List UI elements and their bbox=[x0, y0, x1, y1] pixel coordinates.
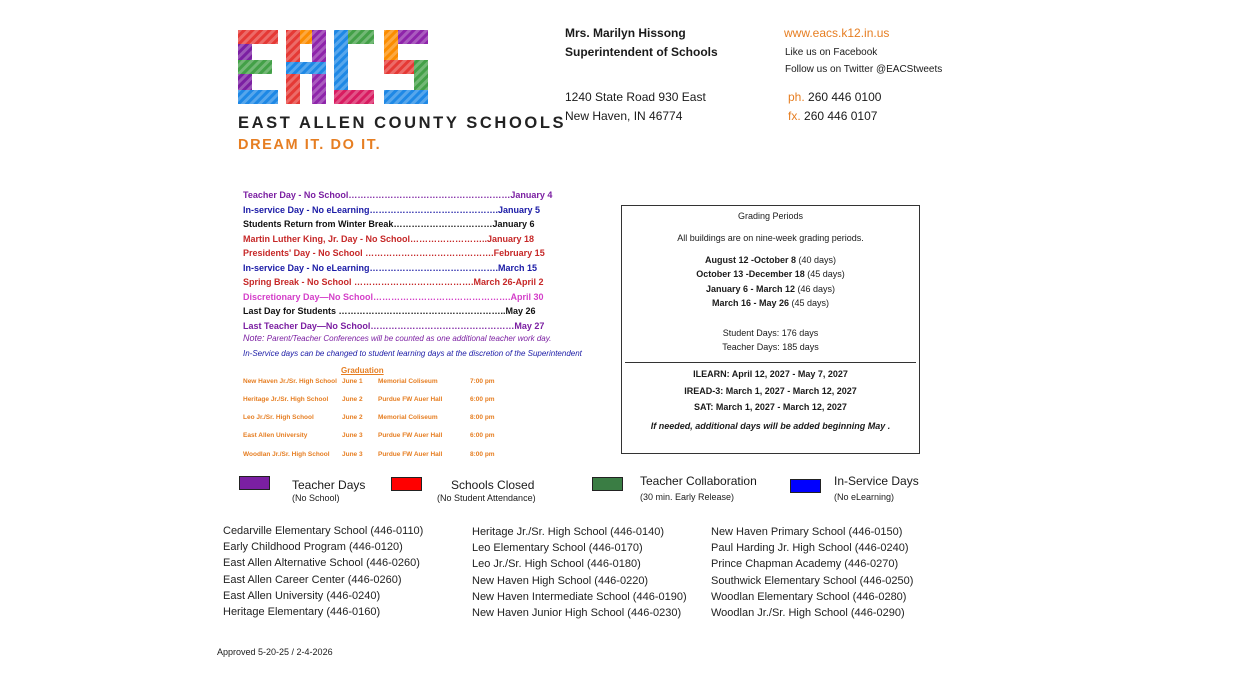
note-label: Note: bbox=[243, 333, 265, 343]
phone-number: 260 446 0100 bbox=[808, 90, 882, 104]
graduation-time: 8:00 pm bbox=[470, 414, 495, 421]
period-range: October 13 -December 18 bbox=[696, 269, 805, 279]
graduation-venue: Purdue FW Auer Hall bbox=[378, 396, 443, 403]
grading-subtitle: All buildings are on nine-week grading periods. bbox=[677, 233, 864, 243]
school-item: Prince Chapman Academy (446-0270) bbox=[711, 558, 899, 570]
school-item: New Haven Primary School (446-0150) bbox=[711, 526, 903, 538]
school-item: East Allen Alternative School (446-0260) bbox=[223, 557, 420, 569]
graduation-school: Heritage Jr./Sr. High School bbox=[243, 396, 329, 403]
school-item: Woodlan Elementary School (446-0280) bbox=[711, 591, 907, 603]
teacher-days: Teacher Days: 185 days bbox=[722, 342, 819, 352]
event-item: Students Return from Winter Break……………………………January 6 bbox=[243, 219, 535, 229]
school-item: Southwick Elementary School (446-0250) bbox=[711, 575, 914, 587]
twitter-link[interactable]: Follow us on Twitter @EACStweets bbox=[785, 64, 943, 75]
graduation-time: 6:00 pm bbox=[470, 432, 495, 439]
legend-title: Teacher Days bbox=[292, 478, 366, 492]
graduation-venue: Memorial Coliseum bbox=[378, 378, 438, 385]
event-item: Last Teacher Day—No School…………………………………………May 27 bbox=[243, 321, 545, 331]
legend-title: Teacher Collaboration bbox=[640, 474, 757, 488]
school-item: East Allen Career Center (446-0260) bbox=[223, 574, 402, 586]
note-text: Parent/Teacher Conferences will be counted as one additional teacher work day. bbox=[266, 334, 552, 343]
grading-title: Grading Periods bbox=[737, 211, 804, 221]
approved-date: Approved 5-20-25 / 2-4-2026 bbox=[217, 647, 333, 657]
school-item: New Haven Junior High School (446-0230) bbox=[472, 607, 682, 619]
legend-swatch-teacher-collaboration bbox=[592, 477, 623, 491]
school-item: Leo Jr./Sr. High School (446-0180) bbox=[472, 558, 641, 570]
period-days: (45 days) bbox=[804, 269, 845, 279]
event-item: Last Day for Students ………………………………………………..May 26 bbox=[243, 306, 536, 316]
phone-label: ph. bbox=[788, 90, 805, 104]
facebook-link[interactable]: Like us on Facebook bbox=[785, 47, 878, 58]
website-link[interactable]: www.eacs.k12.in.us bbox=[784, 26, 890, 40]
district-name: EAST ALLEN COUNTY SCHOOLS bbox=[238, 114, 567, 132]
grading-period bbox=[621, 255, 920, 265]
period-days: (46 days) bbox=[795, 284, 836, 294]
graduation-school: Leo Jr./Sr. High School bbox=[243, 414, 314, 421]
graduation-date: June 2 bbox=[342, 396, 363, 403]
fax-number: 260 446 0107 bbox=[804, 109, 878, 123]
superintendent-title: Superintendent of Schools bbox=[565, 45, 718, 59]
period-range: August 12 -October 8 bbox=[704, 255, 796, 265]
grading-period bbox=[621, 298, 920, 308]
graduation-time: 8:00 pm bbox=[470, 451, 495, 458]
graduation-school: New Haven Jr./Sr. High School bbox=[243, 378, 337, 385]
event-item: In-service Day - No eLearning…………………………………….March 15 bbox=[243, 263, 538, 273]
sat-dates: SAT: March 1, 2027 - March 12, 2027 bbox=[694, 402, 847, 412]
graduation-title: Graduation bbox=[341, 366, 384, 375]
school-item: Heritage Jr./Sr. High School (446-0140) bbox=[472, 526, 664, 538]
graduation-venue: Memorial Coliseum bbox=[378, 414, 438, 421]
school-item: Leo Elementary School (446-0170) bbox=[472, 542, 643, 554]
legend-title: Schools Closed bbox=[451, 478, 535, 492]
period-range: March 16 - May 26 bbox=[711, 298, 789, 308]
graduation-school: East Allen University bbox=[243, 432, 308, 439]
graduation-date: June 2 bbox=[342, 414, 363, 421]
event-item: In-service Day - No eLearning…………………………………….January 5 bbox=[243, 205, 541, 215]
event-item: Martin Luther King, Jr. Day - No School……………………..January 18 bbox=[243, 234, 535, 244]
ilearn-dates: ILEARN: April 12, 2027 - May 7, 2027 bbox=[693, 369, 848, 379]
legend-swatch-inservice-days bbox=[790, 479, 821, 493]
school-item: Paul Harding Jr. High School (446-0240) bbox=[711, 542, 909, 554]
event-item: Teacher Day - No School………………………………………………January 4 bbox=[243, 190, 553, 200]
school-item: New Haven Intermediate School (446-0190) bbox=[472, 591, 687, 603]
graduation-time: 7:00 pm bbox=[470, 378, 495, 385]
eacs-logo bbox=[238, 30, 428, 104]
grading-divider bbox=[625, 362, 916, 363]
address-line1: 1240 State Road 930 East bbox=[565, 90, 706, 104]
legend-subtitle: (No School) bbox=[292, 493, 340, 503]
student-days: Student Days: 176 days bbox=[722, 328, 819, 338]
graduation-date: June 3 bbox=[342, 451, 363, 458]
district-tagline: DREAM IT. DO IT. bbox=[238, 137, 382, 153]
graduation-venue: Purdue FW Auer Hall bbox=[378, 432, 443, 439]
graduation-school: Woodlan Jr./Sr. High School bbox=[243, 451, 330, 458]
graduation-date: June 1 bbox=[342, 378, 363, 385]
school-item: Cedarville Elementary School (446-0110) bbox=[223, 525, 424, 537]
school-item: Woodlan Jr./Sr. High School (446-0290) bbox=[711, 607, 905, 619]
address-line2: New Haven, IN 46774 bbox=[565, 109, 683, 123]
phone-line bbox=[788, 90, 881, 104]
graduation-time: 6:00 pm bbox=[470, 396, 495, 403]
school-item: Early Childhood Program (446-0120) bbox=[223, 541, 403, 553]
period-days: (45 days) bbox=[789, 298, 830, 308]
legend-subtitle: (No eLearning) bbox=[834, 492, 895, 502]
period-range: January 6 - March 12 bbox=[705, 284, 795, 294]
school-item: East Allen University (446-0240) bbox=[223, 590, 381, 602]
period-days: (40 days) bbox=[795, 255, 837, 265]
fax-label: fx. bbox=[788, 109, 801, 123]
iread-dates: IREAD-3: March 1, 2027 - March 12, 2027 bbox=[684, 386, 857, 396]
conference-note bbox=[243, 333, 551, 343]
legend-subtitle: (30 min. Early Release) bbox=[640, 492, 735, 502]
grading-period bbox=[621, 284, 920, 294]
fax-line bbox=[788, 109, 877, 123]
graduation-venue: Purdue FW Auer Hall bbox=[378, 451, 443, 458]
school-item: Heritage Elementary (446-0160) bbox=[223, 606, 381, 618]
superintendent-name: Mrs. Marilyn Hissong bbox=[565, 26, 686, 40]
school-item: New Haven High School (446-0220) bbox=[472, 575, 649, 587]
legend-subtitle: (No Student Attendance) bbox=[437, 493, 536, 503]
legend-swatch-teacher-days bbox=[239, 476, 270, 490]
event-item: Presidents' Day - No School …………………………………….February 15 bbox=[243, 248, 545, 258]
event-item: Discretionary Day—No School……………………………………….April 30 bbox=[243, 292, 544, 302]
grading-footnote: If needed, additional days will be added beginning May . bbox=[650, 421, 891, 431]
inservice-note: In-Service days can be changed to student learning days at the discretion of the Superintendent bbox=[243, 349, 582, 358]
legend-title: In-Service Days bbox=[834, 474, 919, 488]
legend-swatch-schools-closed bbox=[391, 477, 422, 491]
event-item: Spring Break - No School ………………………………….March 26-April 2 bbox=[243, 277, 544, 287]
grading-period bbox=[621, 269, 920, 279]
graduation-date: June 3 bbox=[342, 432, 363, 439]
